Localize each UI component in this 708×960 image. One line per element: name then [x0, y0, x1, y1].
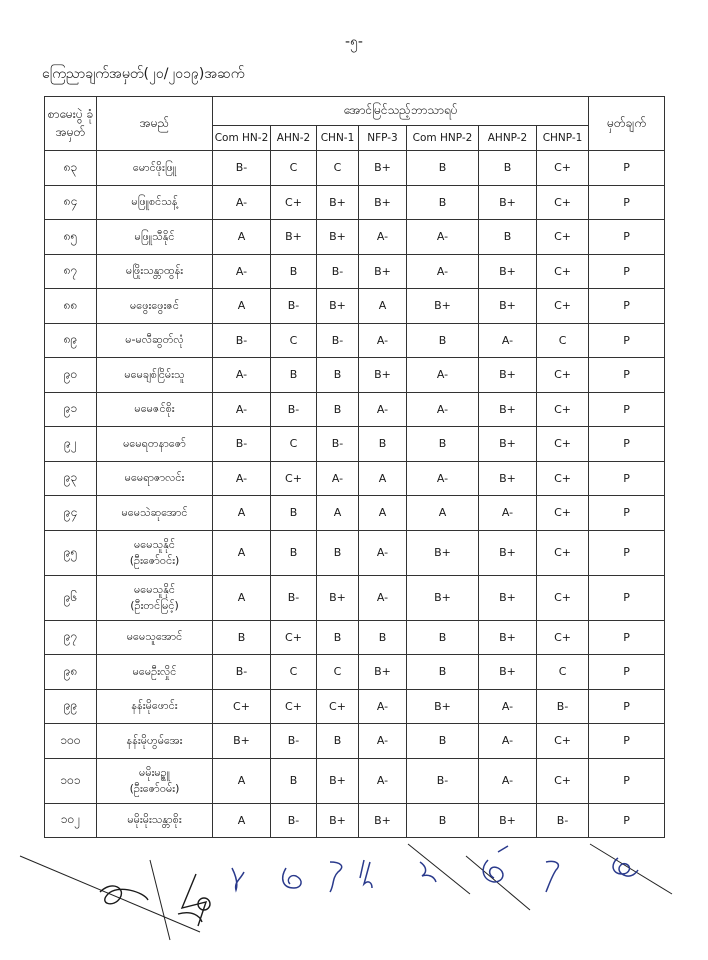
remark-cell: P: [589, 724, 665, 759]
grade-cell: C+: [537, 724, 589, 759]
name-header: အမည်: [97, 97, 213, 151]
name-cell: မဖြူသီနိုင်: [97, 220, 213, 255]
table-row: [45, 323, 665, 358]
grade-cell: A: [407, 496, 479, 531]
table-row: [45, 254, 665, 289]
grade-cell: C: [537, 323, 589, 358]
grade-cell: B+: [359, 185, 407, 220]
grade-cell: B+: [317, 803, 359, 838]
grade-cell: B+: [479, 358, 537, 393]
grade-cell: B+: [317, 289, 359, 324]
grade-cell: C: [271, 151, 317, 186]
roll-number-cell: ၉၂: [45, 427, 97, 462]
grade-cell: C+: [537, 289, 589, 324]
grade-cell: B+: [359, 655, 407, 690]
name-cell: မောင်ဖိုးဖြူ: [97, 151, 213, 186]
grade-cell: B: [407, 803, 479, 838]
table-row: [45, 724, 665, 759]
roll-number-cell: ၁၀၁: [45, 758, 97, 803]
grade-cell: A-: [213, 358, 271, 393]
grade-cell: A: [213, 530, 271, 575]
remark-cell: P: [589, 496, 665, 531]
grade-cell: B: [271, 496, 317, 531]
grade-cell: B: [317, 620, 359, 655]
signature-line: [20, 856, 200, 932]
subject-header: CHN-1: [317, 126, 359, 151]
grade-cell: C+: [271, 185, 317, 220]
roll-number-cell: ၉၃: [45, 461, 97, 496]
table-row: [45, 575, 665, 620]
grade-cell: B: [407, 427, 479, 462]
grade-cell: C+: [537, 575, 589, 620]
roll-number-cell: ၉၆: [45, 575, 97, 620]
grade-cell: A-: [317, 461, 359, 496]
grade-cell: B-: [317, 254, 359, 289]
remark-cell: P: [589, 620, 665, 655]
grade-cell: B+: [479, 289, 537, 324]
table-row: [45, 620, 665, 655]
signature-blue: [232, 846, 638, 892]
table-row: [45, 758, 665, 803]
roll-number-cell: ၉၉: [45, 689, 97, 724]
grade-cell: B: [271, 254, 317, 289]
name-cell: မမေသူနိုင် (ဦးဇော်ဝင်း): [97, 530, 213, 575]
name-cell: မ-မလီဆွတ်လုံ: [97, 323, 213, 358]
table-row: [45, 496, 665, 531]
grade-cell: A: [213, 220, 271, 255]
signature-line: [466, 856, 530, 910]
grade-cell: B: [213, 620, 271, 655]
grade-cell: B-: [407, 758, 479, 803]
grade-cell: B-: [317, 323, 359, 358]
name-cell: မဖြိုးသန္တာထွန်း: [97, 254, 213, 289]
name-cell: မမေသဲဆုအောင်: [97, 496, 213, 531]
grade-cell: B-: [537, 803, 589, 838]
subject-header: CHNP-1: [537, 126, 589, 151]
grade-cell: B: [407, 185, 479, 220]
grade-cell: B-: [537, 689, 589, 724]
subjects-group-header: အောင်မြင်သည့်ဘာသာရပ်: [213, 97, 589, 126]
remark-cell: P: [589, 689, 665, 724]
grade-cell: A: [213, 758, 271, 803]
grade-cell: A: [359, 289, 407, 324]
name-cell: နန်းမိုဟွမ်အေး: [97, 724, 213, 759]
grade-cell: A-: [479, 724, 537, 759]
page-number: -၅-: [345, 34, 363, 50]
grade-cell: A-: [213, 392, 271, 427]
remark-cell: P: [589, 530, 665, 575]
grade-cell: B-: [213, 427, 271, 462]
grade-cell: B: [407, 655, 479, 690]
roll-number-cell: ၉၅: [45, 530, 97, 575]
name-cell: မမေသူအောင်: [97, 620, 213, 655]
grade-cell: A: [359, 461, 407, 496]
table-row: [45, 185, 665, 220]
grade-cell: B+: [479, 803, 537, 838]
grade-cell: A-: [407, 220, 479, 255]
grade-cell: B+: [479, 392, 537, 427]
name-cell: မမေရာဇာလင်း: [97, 461, 213, 496]
signatures: [0, 820, 708, 960]
remark-cell: P: [589, 655, 665, 690]
grade-cell: A-: [213, 254, 271, 289]
grade-cell: A-: [479, 758, 537, 803]
name-cell: မမိုးမိုးသန္တာစိုး: [97, 803, 213, 838]
roll-number-cell: ၈၅: [45, 220, 97, 255]
table-body: [45, 151, 665, 838]
grade-cell: A-: [479, 496, 537, 531]
remark-header: မှတ်ချက်: [589, 97, 665, 151]
grade-cell: C+: [317, 689, 359, 724]
table-row: [45, 151, 665, 186]
grade-cell: B: [407, 620, 479, 655]
signature-line: [150, 860, 170, 940]
grade-cell: C+: [537, 427, 589, 462]
roll-number-cell: ၁၀၀: [45, 724, 97, 759]
subject-header: Com HN-2: [213, 126, 271, 151]
name-cell: မမေရတနာဇော်: [97, 427, 213, 462]
table-row: [45, 655, 665, 690]
grade-cell: C: [271, 655, 317, 690]
subject-header: NFP-3: [359, 126, 407, 151]
grade-cell: A: [213, 496, 271, 531]
roll-number-cell: ၈၃: [45, 151, 97, 186]
grade-cell: C+: [537, 220, 589, 255]
remark-cell: P: [589, 575, 665, 620]
roll-number-cell: ၉၀: [45, 358, 97, 393]
grade-cell: C+: [271, 620, 317, 655]
grade-cell: C: [537, 655, 589, 690]
name-cell: မမေသူနိုင် (ဦးတင်မြင့်): [97, 575, 213, 620]
grade-cell: B-: [271, 575, 317, 620]
roll-number-cell: ၈၄: [45, 185, 97, 220]
grade-cell: B: [317, 392, 359, 427]
grade-cell: A: [317, 496, 359, 531]
grade-cell: A: [359, 496, 407, 531]
roll-number-cell: ၈၉: [45, 323, 97, 358]
grade-cell: B-: [271, 289, 317, 324]
grade-cell: C+: [537, 758, 589, 803]
grade-cell: B-: [271, 724, 317, 759]
grade-cell: B+: [213, 724, 271, 759]
remark-cell: P: [589, 323, 665, 358]
subject-header: AHN-2: [271, 126, 317, 151]
table-row: [45, 530, 665, 575]
name-cell: နန်းမိုဖောင်း: [97, 689, 213, 724]
grade-cell: A-: [359, 220, 407, 255]
grade-cell: B+: [407, 289, 479, 324]
grade-cell: B: [271, 758, 317, 803]
grade-cell: B: [479, 220, 537, 255]
grade-cell: B+: [317, 220, 359, 255]
table-row: [45, 689, 665, 724]
results-table: [44, 96, 665, 838]
grade-cell: A-: [359, 724, 407, 759]
grade-cell: B: [271, 530, 317, 575]
grade-cell: C: [271, 323, 317, 358]
remark-cell: P: [589, 185, 665, 220]
remark-cell: P: [589, 427, 665, 462]
grade-cell: C: [317, 655, 359, 690]
grade-cell: A-: [479, 689, 537, 724]
grade-cell: A-: [407, 461, 479, 496]
remark-cell: P: [589, 461, 665, 496]
grade-cell: B+: [479, 530, 537, 575]
grade-cell: A-: [359, 323, 407, 358]
roll-number-cell: ၉၁: [45, 392, 97, 427]
table-row: [45, 427, 665, 462]
roll-number-cell: ၈၈: [45, 289, 97, 324]
grade-cell: C+: [271, 461, 317, 496]
grade-cell: B+: [317, 185, 359, 220]
grade-cell: B+: [317, 575, 359, 620]
subject-header: Com HNP-2: [407, 126, 479, 151]
table-row: [45, 358, 665, 393]
remark-cell: P: [589, 254, 665, 289]
grade-cell: B-: [271, 803, 317, 838]
table-row: [45, 392, 665, 427]
remark-cell: P: [589, 758, 665, 803]
grade-cell: A-: [407, 358, 479, 393]
grade-cell: B+: [359, 803, 407, 838]
grade-cell: B-: [317, 427, 359, 462]
grade-cell: C+: [537, 358, 589, 393]
grade-cell: A-: [359, 689, 407, 724]
name-cell: မဖွေးဖွေးဇင်: [97, 289, 213, 324]
grade-cell: A-: [359, 530, 407, 575]
grade-cell: B+: [479, 620, 537, 655]
grade-cell: B+: [359, 151, 407, 186]
table-row: [45, 220, 665, 255]
grade-cell: B: [271, 358, 317, 393]
grade-cell: C+: [537, 496, 589, 531]
grade-cell: A-: [407, 392, 479, 427]
table-row: [45, 461, 665, 496]
remark-cell: P: [589, 358, 665, 393]
grade-cell: B-: [213, 323, 271, 358]
remark-cell: P: [589, 220, 665, 255]
grade-cell: A-: [359, 575, 407, 620]
grade-cell: A-: [213, 185, 271, 220]
roll-number-cell: ၁၀၂: [45, 803, 97, 838]
grade-cell: B-: [213, 151, 271, 186]
grade-cell: B-: [213, 655, 271, 690]
grade-cell: A-: [407, 254, 479, 289]
grade-cell: A-: [213, 461, 271, 496]
grade-cell: B+: [359, 254, 407, 289]
grade-cell: C+: [213, 689, 271, 724]
grade-cell: C+: [537, 530, 589, 575]
document-title: ကြေညာချက်အမှတ်(၂၀/၂၀၁၉)အဆက်: [42, 66, 245, 82]
name-cell: မမိုးမဥ္စူ (ဦးဇော်ဝမ်း): [97, 758, 213, 803]
grade-cell: B+: [407, 530, 479, 575]
grade-cell: A: [213, 289, 271, 324]
grade-cell: C+: [537, 461, 589, 496]
grade-cell: A-: [359, 758, 407, 803]
remark-cell: P: [589, 803, 665, 838]
grade-cell: B+: [479, 575, 537, 620]
remark-cell: P: [589, 151, 665, 186]
grade-cell: B: [479, 151, 537, 186]
grade-cell: C+: [537, 254, 589, 289]
grade-cell: B+: [359, 358, 407, 393]
name-cell: မဖြူစင်သန့်: [97, 185, 213, 220]
grade-cell: B+: [479, 254, 537, 289]
grade-cell: B+: [479, 185, 537, 220]
roll-number-header: စာမေးပွဲ ခုံအမှတ်: [45, 97, 97, 151]
grade-cell: A: [213, 803, 271, 838]
grade-cell: B: [359, 427, 407, 462]
grade-cell: B+: [317, 758, 359, 803]
grade-cell: B: [407, 151, 479, 186]
grade-cell: B+: [479, 655, 537, 690]
grade-cell: B: [317, 358, 359, 393]
grade-cell: B: [359, 620, 407, 655]
grade-cell: B+: [407, 575, 479, 620]
table-row: [45, 289, 665, 324]
roll-number-cell: ၈၇: [45, 254, 97, 289]
grade-cell: C+: [537, 151, 589, 186]
grade-cell: A: [213, 575, 271, 620]
subject-header: AHNP-2: [479, 126, 537, 151]
name-cell: မမေဦးလှိုင်: [97, 655, 213, 690]
grade-cell: B: [317, 724, 359, 759]
grade-cell: C+: [537, 392, 589, 427]
grade-cell: B: [407, 724, 479, 759]
grade-cell: A-: [359, 392, 407, 427]
name-cell: မမေချစ်ငြိမ်းသူ: [97, 358, 213, 393]
grade-cell: B: [407, 323, 479, 358]
grade-cell: B+: [479, 461, 537, 496]
grade-cell: C: [317, 151, 359, 186]
grade-cell: B+: [407, 689, 479, 724]
grade-cell: B+: [479, 427, 537, 462]
grade-cell: C+: [537, 185, 589, 220]
roll-number-cell: ၉၇: [45, 620, 97, 655]
grade-cell: B+: [271, 220, 317, 255]
remark-cell: P: [589, 289, 665, 324]
grade-cell: C+: [537, 620, 589, 655]
grade-cell: A-: [479, 323, 537, 358]
roll-number-cell: ၉၈: [45, 655, 97, 690]
signature-line: [590, 844, 672, 894]
remark-cell: P: [589, 392, 665, 427]
roll-number-cell: ၉၄: [45, 496, 97, 531]
grade-cell: C: [271, 427, 317, 462]
name-cell: မမေဇင်စိုး: [97, 392, 213, 427]
signature-line: [408, 844, 470, 894]
grade-cell: C+: [271, 689, 317, 724]
grade-cell: B-: [271, 392, 317, 427]
grade-cell: B: [317, 530, 359, 575]
